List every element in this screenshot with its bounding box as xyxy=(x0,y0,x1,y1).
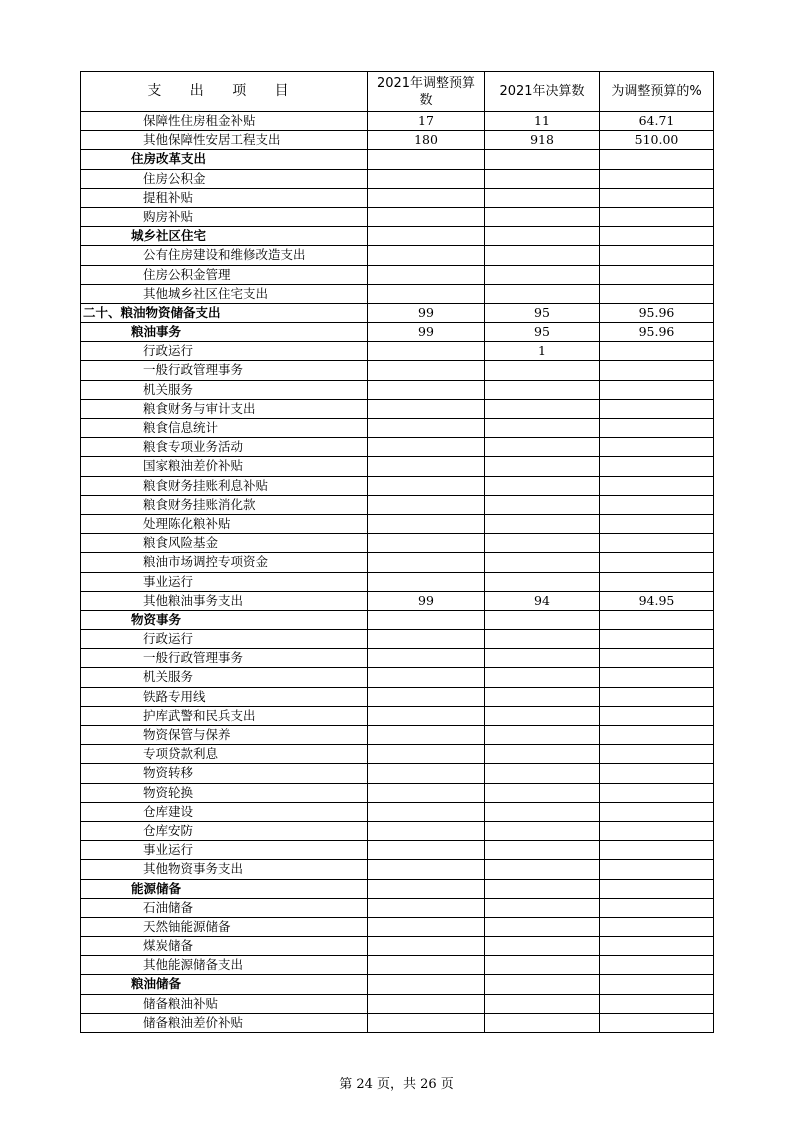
row-budget xyxy=(368,170,485,189)
row-actual xyxy=(485,630,600,649)
page-number: 第 24 页，共 26 页 xyxy=(339,1077,454,1092)
table-row xyxy=(81,304,714,323)
row-actual xyxy=(485,361,600,380)
table-row xyxy=(81,323,714,342)
row-actual xyxy=(485,611,600,630)
row-actual xyxy=(485,899,600,918)
table-row xyxy=(81,975,714,994)
table-row xyxy=(81,477,714,496)
row-percent xyxy=(600,1014,714,1033)
row-budget xyxy=(368,822,485,841)
row-actual xyxy=(485,707,600,726)
table-row xyxy=(81,361,714,380)
row-budget xyxy=(368,668,485,687)
row-percent xyxy=(600,630,714,649)
row-percent xyxy=(600,975,714,994)
row-actual xyxy=(485,649,600,668)
row-actual xyxy=(485,803,600,822)
row-percent: 95.96 xyxy=(600,323,714,342)
row-actual xyxy=(485,246,600,265)
row-item-name: 能源储备 xyxy=(81,880,368,899)
row-percent xyxy=(600,457,714,476)
row-budget xyxy=(368,630,485,649)
row-percent xyxy=(600,841,714,860)
table-row xyxy=(81,841,714,860)
row-item-name: 住房公积金管理 xyxy=(81,266,368,285)
table-row xyxy=(81,150,714,169)
row-budget xyxy=(368,285,485,304)
row-budget xyxy=(368,726,485,745)
row-percent xyxy=(600,496,714,515)
row-percent xyxy=(600,534,714,553)
row-budget: 99 xyxy=(368,323,485,342)
row-budget xyxy=(368,688,485,707)
row-budget xyxy=(368,956,485,975)
row-actual xyxy=(485,534,600,553)
row-budget xyxy=(368,995,485,1014)
table-row xyxy=(81,995,714,1014)
row-item-name: 国家粮油差价补贴 xyxy=(81,457,368,476)
table-row xyxy=(81,726,714,745)
table-row xyxy=(81,457,714,476)
row-item-name: 机关服务 xyxy=(81,668,368,687)
row-percent xyxy=(600,189,714,208)
table-row xyxy=(81,285,714,304)
row-budget xyxy=(368,553,485,572)
row-budget xyxy=(368,457,485,476)
row-percent xyxy=(600,956,714,975)
row-item-name: 物资轮换 xyxy=(81,784,368,803)
row-budget xyxy=(368,438,485,457)
row-item-name: 公有住房建设和维修改造支出 xyxy=(81,246,368,265)
table-row xyxy=(81,707,714,726)
row-actual xyxy=(485,438,600,457)
row-item-name: 一般行政管理事务 xyxy=(81,361,368,380)
row-item-name: 其他物资事务支出 xyxy=(81,860,368,879)
table-row xyxy=(81,419,714,438)
table-row xyxy=(81,573,714,592)
row-item-name: 物资事务 xyxy=(81,611,368,630)
row-budget xyxy=(368,534,485,553)
row-actual xyxy=(485,668,600,687)
row-item-name: 机关服务 xyxy=(81,381,368,400)
row-item-name: 城乡社区住宅 xyxy=(81,227,368,246)
row-budget xyxy=(368,860,485,879)
table-row xyxy=(81,553,714,572)
row-item-name: 行政运行 xyxy=(81,342,368,361)
table-row xyxy=(81,764,714,783)
row-percent: 64.71 xyxy=(600,112,714,131)
row-actual: 1 xyxy=(485,342,600,361)
row-item-name: 提租补贴 xyxy=(81,189,368,208)
row-item-name: 住房公积金 xyxy=(81,170,368,189)
table-row xyxy=(81,880,714,899)
row-actual xyxy=(485,150,600,169)
row-item-name: 粮食财务挂账消化款 xyxy=(81,496,368,515)
row-actual xyxy=(485,956,600,975)
table-row xyxy=(81,381,714,400)
row-percent xyxy=(600,937,714,956)
row-actual xyxy=(485,285,600,304)
row-actual xyxy=(485,937,600,956)
row-actual xyxy=(485,515,600,534)
table-body xyxy=(81,112,714,1033)
table-row xyxy=(81,496,714,515)
row-budget xyxy=(368,649,485,668)
row-actual xyxy=(485,975,600,994)
row-actual xyxy=(485,880,600,899)
row-budget xyxy=(368,477,485,496)
row-percent: 94.95 xyxy=(600,592,714,611)
row-budget xyxy=(368,246,485,265)
row-actual xyxy=(485,266,600,285)
row-percent xyxy=(600,170,714,189)
row-item-name: 粮油事务 xyxy=(81,323,368,342)
table-row xyxy=(81,918,714,937)
table-row xyxy=(81,266,714,285)
row-actual xyxy=(485,400,600,419)
row-item-name: 其他城乡社区住宅支出 xyxy=(81,285,368,304)
row-percent xyxy=(600,381,714,400)
header-item: 支 出 项 目 xyxy=(81,72,368,112)
row-percent xyxy=(600,860,714,879)
row-percent xyxy=(600,266,714,285)
row-item-name: 物资转移 xyxy=(81,764,368,783)
row-budget xyxy=(368,803,485,822)
row-actual xyxy=(485,745,600,764)
row-budget xyxy=(368,189,485,208)
table-row xyxy=(81,189,714,208)
row-actual xyxy=(485,918,600,937)
row-actual xyxy=(485,1014,600,1033)
row-percent xyxy=(600,419,714,438)
table-row xyxy=(81,438,714,457)
row-actual xyxy=(485,208,600,227)
row-percent xyxy=(600,918,714,937)
row-actual xyxy=(485,189,600,208)
row-percent xyxy=(600,803,714,822)
row-item-name: 处理陈化粮补贴 xyxy=(81,515,368,534)
table-row xyxy=(81,688,714,707)
row-item-name: 住房改革支出 xyxy=(81,150,368,169)
header-final-account: 2021年决算数 xyxy=(485,72,600,112)
row-item-name: 保障性住房租金补贴 xyxy=(81,112,368,131)
row-item-name: 储备粮油差价补贴 xyxy=(81,1014,368,1033)
row-percent xyxy=(600,515,714,534)
row-item-name: 二十、粮油物资储备支出 xyxy=(81,304,368,323)
table-row xyxy=(81,803,714,822)
table-row xyxy=(81,1014,714,1033)
row-actual xyxy=(485,227,600,246)
row-percent xyxy=(600,611,714,630)
row-actual xyxy=(485,784,600,803)
table-row xyxy=(81,937,714,956)
row-item-name: 铁路专用线 xyxy=(81,688,368,707)
row-item-name: 仓库建设 xyxy=(81,803,368,822)
row-actual xyxy=(485,822,600,841)
row-percent xyxy=(600,668,714,687)
row-percent xyxy=(600,208,714,227)
row-actual: 95 xyxy=(485,323,600,342)
row-budget xyxy=(368,937,485,956)
table-row xyxy=(81,400,714,419)
row-budget xyxy=(368,496,485,515)
row-percent xyxy=(600,246,714,265)
row-budget xyxy=(368,745,485,764)
row-percent xyxy=(600,764,714,783)
row-actual xyxy=(485,573,600,592)
row-percent xyxy=(600,899,714,918)
table-header xyxy=(81,72,714,112)
row-budget: 17 xyxy=(368,112,485,131)
row-item-name: 石油储备 xyxy=(81,899,368,918)
table-row xyxy=(81,745,714,764)
row-percent xyxy=(600,649,714,668)
row-item-name: 护库武警和民兵支出 xyxy=(81,707,368,726)
row-actual xyxy=(485,726,600,745)
row-budget xyxy=(368,266,485,285)
row-item-name: 天然铀能源储备 xyxy=(81,918,368,937)
table-row xyxy=(81,170,714,189)
row-budget xyxy=(368,400,485,419)
table-row xyxy=(81,611,714,630)
row-actual xyxy=(485,764,600,783)
row-item-name: 购房补贴 xyxy=(81,208,368,227)
table-row xyxy=(81,592,714,611)
row-percent xyxy=(600,726,714,745)
row-item-name: 粮食信息统计 xyxy=(81,419,368,438)
row-item-name: 其他粮油事务支出 xyxy=(81,592,368,611)
row-budget: 99 xyxy=(368,592,485,611)
row-actual: 918 xyxy=(485,131,600,150)
row-budget xyxy=(368,611,485,630)
row-budget xyxy=(368,784,485,803)
row-item-name: 粮油市场调控专项资金 xyxy=(81,553,368,572)
row-percent xyxy=(600,784,714,803)
row-item-name: 行政运行 xyxy=(81,630,368,649)
row-budget xyxy=(368,764,485,783)
row-item-name: 煤炭储备 xyxy=(81,937,368,956)
row-percent xyxy=(600,880,714,899)
row-actual xyxy=(485,841,600,860)
row-budget xyxy=(368,1014,485,1033)
table-row xyxy=(81,112,714,131)
table-row xyxy=(81,649,714,668)
table-row xyxy=(81,342,714,361)
row-budget xyxy=(368,208,485,227)
row-percent xyxy=(600,285,714,304)
row-item-name: 粮油储备 xyxy=(81,975,368,994)
row-actual xyxy=(485,553,600,572)
row-item-name: 其他保障性安居工程支出 xyxy=(81,131,368,150)
row-item-name: 粮食财务挂账利息补贴 xyxy=(81,477,368,496)
row-item-name: 粮食风险基金 xyxy=(81,534,368,553)
row-actual xyxy=(485,995,600,1014)
row-percent xyxy=(600,707,714,726)
row-percent xyxy=(600,745,714,764)
row-budget xyxy=(368,361,485,380)
row-budget xyxy=(368,150,485,169)
row-budget xyxy=(368,573,485,592)
row-actual xyxy=(485,457,600,476)
row-actual xyxy=(485,381,600,400)
row-percent xyxy=(600,227,714,246)
row-actual xyxy=(485,860,600,879)
row-percent xyxy=(600,995,714,1014)
row-actual xyxy=(485,496,600,515)
expenditure-table xyxy=(80,71,714,1033)
row-item-name: 仓库安防 xyxy=(81,822,368,841)
row-actual xyxy=(485,170,600,189)
row-percent xyxy=(600,361,714,380)
table-row xyxy=(81,822,714,841)
row-percent xyxy=(600,400,714,419)
row-budget xyxy=(368,841,485,860)
header-percent: 为调整预算的% xyxy=(600,72,714,112)
table-row xyxy=(81,784,714,803)
row-percent xyxy=(600,822,714,841)
row-item-name: 一般行政管理事务 xyxy=(81,649,368,668)
table-row xyxy=(81,534,714,553)
row-percent xyxy=(600,573,714,592)
row-budget xyxy=(368,381,485,400)
row-percent xyxy=(600,342,714,361)
row-budget xyxy=(368,975,485,994)
header-adjusted-budget: 2021年调整预算数 xyxy=(368,72,485,112)
row-actual xyxy=(485,477,600,496)
row-item-name: 粮食财务与审计支出 xyxy=(81,400,368,419)
row-item-name: 储备粮油补贴 xyxy=(81,995,368,1014)
table-row xyxy=(81,630,714,649)
table-row xyxy=(81,131,714,150)
table-row xyxy=(81,515,714,534)
row-percent xyxy=(600,477,714,496)
row-item-name: 事业运行 xyxy=(81,573,368,592)
table-row xyxy=(81,956,714,975)
row-budget xyxy=(368,880,485,899)
table-row xyxy=(81,208,714,227)
table-row xyxy=(81,246,714,265)
table-row xyxy=(81,668,714,687)
row-budget xyxy=(368,227,485,246)
row-budget xyxy=(368,515,485,534)
row-budget xyxy=(368,707,485,726)
row-percent xyxy=(600,688,714,707)
row-budget xyxy=(368,899,485,918)
row-percent: 510.00 xyxy=(600,131,714,150)
row-actual: 95 xyxy=(485,304,600,323)
row-item-name: 其他能源储备支出 xyxy=(81,956,368,975)
row-actual: 11 xyxy=(485,112,600,131)
row-actual xyxy=(485,688,600,707)
row-budget: 99 xyxy=(368,304,485,323)
row-item-name: 事业运行 xyxy=(81,841,368,860)
row-item-name: 专项贷款利息 xyxy=(81,745,368,764)
row-budget xyxy=(368,918,485,937)
row-percent xyxy=(600,438,714,457)
table-row xyxy=(81,227,714,246)
table-row xyxy=(81,860,714,879)
row-percent: 95.96 xyxy=(600,304,714,323)
row-percent xyxy=(600,150,714,169)
row-budget xyxy=(368,342,485,361)
table-row xyxy=(81,899,714,918)
row-item-name: 物资保管与保养 xyxy=(81,726,368,745)
row-item-name: 粮食专项业务活动 xyxy=(81,438,368,457)
row-actual: 94 xyxy=(485,592,600,611)
row-budget xyxy=(368,419,485,438)
row-percent xyxy=(600,553,714,572)
row-budget: 180 xyxy=(368,131,485,150)
row-actual xyxy=(485,419,600,438)
